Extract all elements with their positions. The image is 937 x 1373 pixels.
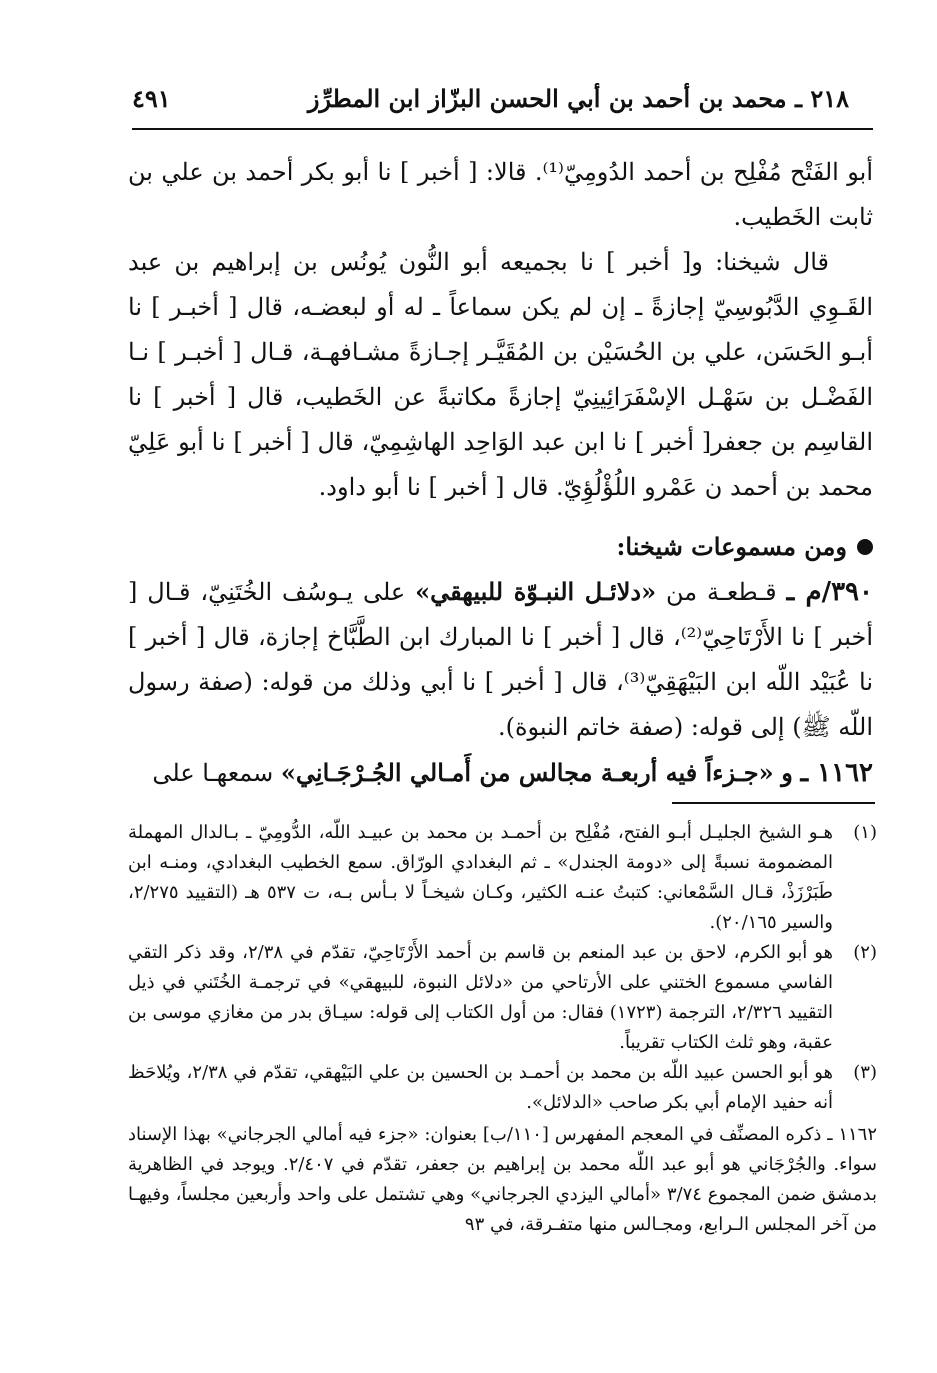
entry-1162 — [128, 750, 873, 796]
section-heading-text: ومن مسموعات شيخنا: — [616, 532, 847, 561]
entry-390-text-after: على يـوسُف الخُتَنِيّ، قـال [ أخبر ] نا الأَرْتَاحِيّ⁽²⁾، قال [ أخبر ] نا المبارك ابن الطَّبَّاخ إجازة، قال [ أخبر ] نا عُبَيْد اللّه ابن البَيْهَقِيّ⁽³⁾، قال [ أخبر ] نا أبي وذلك من قوله: (صفة رسول اللّه ﷺ) إلى قوله: (صفة خاتم النبوة). — [128, 578, 874, 741]
header-rule — [132, 128, 873, 130]
running-header — [132, 78, 849, 118]
footnote-text: هو أبو الكرم، لاحق بن عبد المنعم بن قاسم بن أحمد الأَرْتَاحِيّ، تقدّم في ٢/٣٨، وقد ذكر التقي الفاسي مسموع الختني على الأرتاحي من «دلائل النبوة، للبيهقي» في ترجمـة الخُتَني في ذيل التقييد ٢/٣٢٦، الترجمة (١٧٢٣) فقال: من أول الكتاب إلى قوله: سيـاق بدر من مغازي موسى بن عقبة، وهو ثلث الكتاب تقريباً. — [128, 942, 833, 1053]
paragraph-2: قال شيخنا: و[ أخبر ] نا بجميعه أبو النُّون يُونُس بن إبراهيم بن عبد القَـوِي الدَّبُوسِيّ إجازةً ـ إن لم يكن سماعاً ـ له أو لبعضـه، قال [ أخبـر ] نا أبـو الحَسَن، علي بن الحُسَيْن بن المُقَيَّـر إجـازةً مشـافهـة، قـال [ أخبـر ] نـا الفَضْـل بن سَهْـل الإسْفَرَائِينِيّ إجازةً مكاتبةً عن الخَطيب، قال [ أخبر ] نا القاسِم بن جعفر[ أخبر ] نا ابن عبد الوَاحِد الهاشِمِيّ، قال [ أخبر ] نا أبو عَلِيّ محمد بن أحمد ن عَمْرو اللُؤْلُؤِيّ. قال [ أخبر ] نا أبو داود. — [128, 248, 874, 501]
entry-1162-text-after: سمعهـا على — [152, 759, 274, 787]
footnote-3 — [128, 1058, 877, 1118]
entry-390-text-before: قـطعـة من — [665, 578, 777, 606]
footnote-entry-1162: ١١٦٢ ـ ذكره المصنِّف في المعجم المفهرس [١١٠/ب] بعنوان: «جزء فيه أمالي الجرجاني» بهذا الإسناد سواء. والجُرْجَاني هو أبو عبد اللّه محمد بن إبراهيم بن جعفر، تقدّم في ٢/٤٠٧. ويوجد في الظاهرية بدمشق ضمن المجموع ٣/٧٤ «أمالي اليزدي الجرجاني» وهي تشتمل على واحد وأربعين مجلساً، وفيهـا من آخر المجلس الـرابع، ومجـالس منها متفـرقة، في ٩٣ — [128, 1124, 877, 1235]
entry-390-number: ٣٩٠/م ـ — [786, 577, 873, 607]
footnote-text: هـو الشيخ الجليـل أبـو الفتح، مُفْلِح بن أحمـد بن محمد بن عبيـد اللّه، الدُّومِيّ ـ بـالدال المهملة المضمومة نسبةً إلى «دومة الجندل» ـ ثم البغدادي الورّاق. سمع الخطيب البغدادي، ومنـه ابن طَبَرْزَذْ، قـال السَّمْعاني: كتبتُ عنـه الكثير، وكـان شيخـاً لا بـأس بـه، ت ٥٣٧ هـ (التقييد ٢/٢٧٥، والسير ٢٠/١٦٥). — [128, 822, 833, 933]
paragraph-1: أبو الفَتْح مُفْلِح بن أحمد الدُومِيّ⁽¹⁾. قالا: [ أخبر ] نا أبو بكر أحمد بن علي بن ثابت الخَطيب. — [128, 158, 873, 231]
footnote-1 — [128, 818, 877, 938]
footnote-marker: (١) — [853, 822, 877, 843]
bullet-icon — [857, 539, 873, 555]
entry-1162-number: ١١٦٢ ـ — [800, 758, 873, 788]
section-heading — [128, 524, 873, 569]
entry-390-title: «دلائـل النبـوّة للبيهقي» — [415, 577, 657, 606]
main-text — [128, 150, 873, 796]
header-title: ٢١٨ ـ محمد بن أحمد بن أبي الحسن البزّاز ابن المطرِّز — [307, 83, 849, 113]
footnote-marker: (٣) — [853, 1062, 877, 1083]
entry-1162-title: «جـزءاً فيه أربعـة مجالس من أَمـالي الجُـرْجَـانِي» — [280, 758, 774, 787]
footnote-2 — [128, 938, 877, 1058]
entry-390 — [128, 569, 873, 750]
footnotes — [128, 818, 877, 1240]
footnote-marker: (٢) — [853, 942, 877, 963]
page-number: ٤٩١ — [132, 83, 171, 113]
footnote-text: هو أبو الحسن عبيد اللّه بن محمد بن أحمـد بن الحسين بن علي البَيْهقي، تقدّم في ٢/٣٨، ويُلاحَظ أنه حفيد الإمام أبي بكر صاحب «الدلائل». — [128, 1062, 834, 1113]
entry-1162-text-before: و — [781, 758, 793, 787]
footnote-rule — [672, 802, 875, 804]
